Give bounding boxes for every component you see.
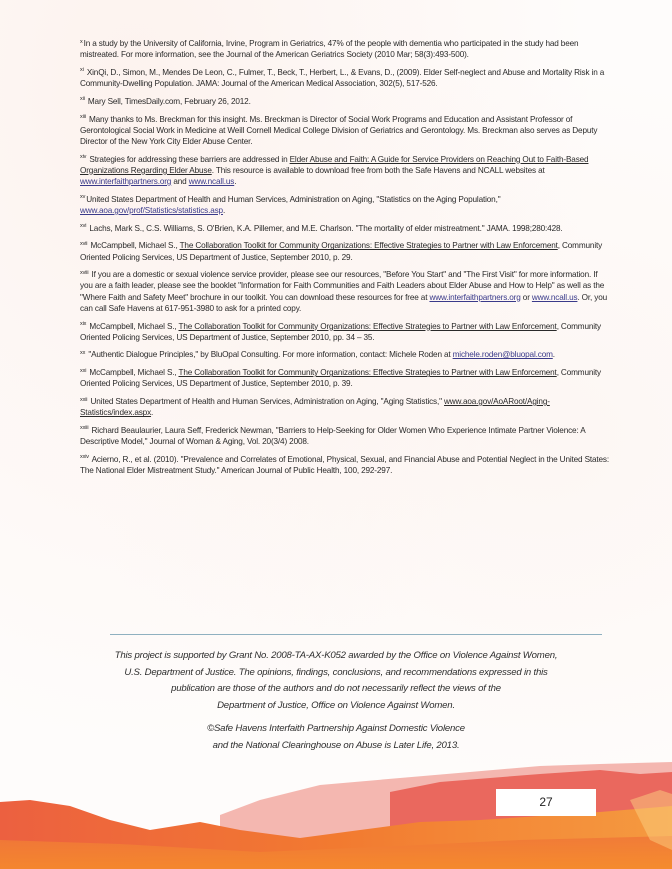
endnote (80, 367, 610, 389)
endnote-marker: xxiv (80, 454, 89, 461)
endnote-marker: x (80, 38, 83, 45)
endnote-text: and (171, 177, 189, 187)
endnote-marker: xviii (80, 269, 89, 276)
aoa-aging-statistics-link[interactable]: www.aoa.gov/AoARoot/Aging-Statistics/index.aspx (80, 397, 550, 418)
endnote-marker: xvii (80, 240, 88, 247)
email-link[interactable]: michele.roden@bluopal.com (452, 350, 553, 360)
interfaithpartners-link[interactable]: www.interfaithpartners.org (80, 177, 172, 187)
endnote-marker: xii (80, 96, 85, 103)
endnote-marker: xiii (80, 114, 86, 121)
copyright-line: ©Safe Havens Interfaith Partnership Against Domestic Violence (207, 723, 465, 734)
endnote (80, 240, 610, 262)
endnote-marker: xxiii (80, 425, 89, 432)
endnote-text: McCampbell, Michael S., (89, 321, 179, 331)
endnote (80, 349, 610, 360)
endnote-text: United States Department of Health and Human Services, Administration on Aging, "Aging Statistics," (90, 397, 445, 407)
endnote (80, 96, 610, 107)
ncall-link[interactable]: www.ncall.us (188, 177, 235, 187)
aoa-statistics-link[interactable]: www.aoa.gov/prof/Statistics/statistics.asp (80, 205, 223, 215)
endnote-text: . This resource is available to download free from both the Safe Havens and NCALL websites at (211, 165, 545, 175)
endnote (80, 396, 610, 418)
endnote-text: . (552, 350, 555, 360)
endnote-text: McCampbell, Michael S., (89, 368, 179, 378)
ncall-link[interactable]: www.ncall.us (531, 292, 578, 302)
endnote-text: McCampbell, Michael S., (90, 241, 180, 251)
endnote-text: Many thanks to Ms. Breckman for this insight. Ms. Breckman is Director of Social Work Programs and Education and Assistant Professor of Gerontological Social Work in Medicine at Weill Cornell Medical College Division of Geriatrics and Gerontology. Ms. Breckman also serves as Deputy Director of the New York City Elder Abuse Center. (80, 114, 598, 146)
endnote (80, 114, 610, 148)
endnote-marker: xiv (80, 154, 87, 161)
endnote-text: , Community Oriented Policing Services, US Department of Justice, September 2010, p. 29. (80, 241, 603, 262)
endnote (80, 67, 610, 89)
endnote-text: Lachs, Mark S., C.S. Williams, S. O'Brien, K.A. Pillemer, and M.E. Charlson. "The mortality of elder mistreatment." JAMA. 1998;280:428. (89, 223, 563, 233)
endnote-text: Acierno, R., et al. (2010). "Prevalence and Correlates of Emotional, Physical, Sexual, and Financial Abuse and Potential Neglect in the United States: The National Elder Mistreatment Study." American Journal of Public Health, 100, 292-297. (80, 454, 610, 476)
publication-title: Elder Abuse and Faith: A Guide for Service Providers on Reaching Out to Faith-Based Organizations Regarding Elder Abuse (80, 154, 589, 175)
publication-title: The Collaboration Toolkit for Community Organizations: Effective Strategies to Partner with Law Enforcement (179, 241, 558, 251)
endnote-marker: xv (80, 194, 86, 201)
endnote (80, 154, 610, 188)
interfaithpartners-link[interactable]: www.interfaithpartners.org (429, 292, 521, 302)
endnote-text: or (520, 292, 532, 302)
section-divider (110, 634, 602, 635)
copyright-line: and the National Clearinghouse on Abuse is Later Life, 2013. (212, 739, 460, 751)
endnote-text: Mary Sell, TimesDaily.com, February 26, 2012. (87, 96, 251, 106)
endnote (80, 425, 610, 447)
page-number: 27 (496, 789, 596, 816)
endnote-text: . (222, 205, 226, 215)
endnote-text: Richard Beaulaurier, Laura Seff, Frederick Newman, "Barriers to Help-Seeking for Older Women Who Experience Intimate Partner Violence: A Descriptive Model," Journal of Woman & Aging, Vol. 20(3/4) 2008. (80, 425, 586, 447)
endnote (80, 38, 610, 60)
endnote-text: If you are a domestic or sexual violence service provider, please see our resources, "Before You Start" and "The First Visit" for more information. If you are a faith leader, please see the booklet "Information for Faith Communities and Faith Leaders about Elder Abuse and How to Help" as well as the "Where Faith and Safety Meet" brochure in our toolkit. You can download these resources for free at (80, 270, 605, 302)
publication-title: The Collaboration Toolkit for Community Organizations: Effective Strategies to Partner with Law Enforcement (178, 368, 557, 378)
endnote (80, 269, 610, 314)
endnote (80, 194, 610, 216)
publication-title: The Collaboration Toolkit for Community Organizations: Effective Strategies to Partner with Law Enforcement (178, 321, 557, 331)
endnote-marker: xvi (80, 223, 87, 230)
grant-line: Department of Justice, Office on Violence Against Women. (217, 699, 455, 711)
endnote (80, 321, 610, 343)
endnote (80, 454, 610, 476)
endnote (80, 223, 610, 234)
endnote-text: . (234, 177, 237, 187)
endnote-text: . (151, 408, 154, 418)
endnotes-list (80, 38, 610, 483)
endnote-text: "Authentic Dialogue Principles," by BluOpal Consulting. For more information, contact: Michele Roden at (88, 350, 453, 360)
endnote-text: , Community Oriented Policing Services, US Department of Justice, September 2010, p. 39. (80, 368, 601, 389)
grant-line: U.S. Department of Justice. The opinions, findings, conclusions, and recommendations expressed in this (124, 666, 548, 678)
grant-notice (70, 648, 602, 754)
endnote-text: . Or, you can call Safe Havens at 617-951-3980 to ask for a printed copy. (80, 292, 608, 313)
endnote-marker: xxi (80, 367, 87, 374)
grant-line: This project is supported by Grant No. 2008-TA-AX-K052 awarded by the Office on Violence Against Women, (114, 650, 558, 661)
endnote-text: XinQi, D., Simon, M., Mendes De Leon, C., Fulmer, T., Beck, T., Herbert, L., & Evans, D., (2009). Elder Self-neglect and Abuse and Mortality Risk in a Community-Dwelling Population. JAMA: Journal of the American Medical Association, 302(5), 517-526. (80, 67, 605, 89)
endnote-text: United States Department of Health and Human Services, Administration on Aging, "Statistics on the Aging Population," (86, 194, 501, 204)
endnote-text: In a study by the University of California, Irvine, Program in Geriatrics, 47% of the people with dementia who participated in the study had been mistreated. For more information, see the Journal of the American Geriatrics Society (2010 Mar; 58(3):493-500). (80, 39, 579, 60)
endnote-marker: xix (80, 321, 87, 328)
endnote-marker: xi (80, 67, 84, 74)
endnote-marker: xx (80, 349, 86, 356)
endnote-text: , Community Oriented Policing Services, US Department of Justice, September 2010, pp. 34 – 35. (80, 321, 601, 342)
grant-line: publication are those of the authors and do not necessarily reflect the views of the (171, 683, 501, 694)
endnote-marker: xxii (80, 396, 88, 403)
endnote-text: Strategies for addressing these barriers are addressed in (89, 154, 290, 164)
